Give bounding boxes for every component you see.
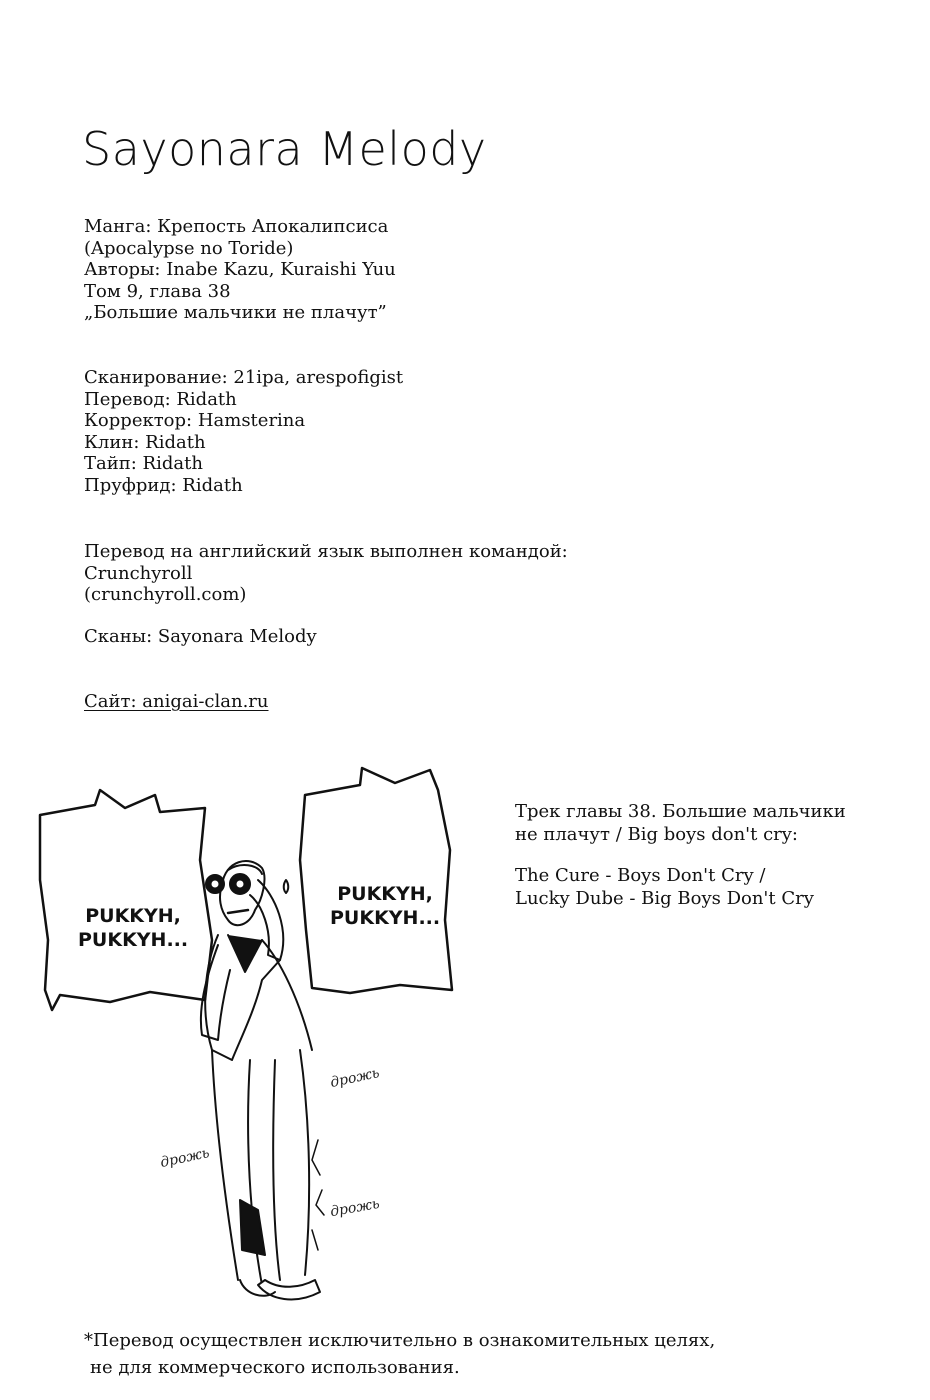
right-bubble-line-1: PUKKYH, (337, 883, 433, 905)
credit-type: Тайп: Ridath (84, 453, 203, 474)
right-bubble-text (330, 882, 440, 930)
site-link[interactable]: Сайт: anigai-clan.ru (84, 691, 269, 712)
page-title: Sayonara Melody (82, 122, 487, 176)
sfx-tremble-1: дрожь (328, 1064, 381, 1092)
credit-proofread: Пруфрид: Ridath (84, 474, 243, 496)
sfx-tremble-2: дрожь (158, 1144, 211, 1172)
scans-line: Сканы: Sayonara Melody (84, 626, 317, 647)
manga-authors-line: Авторы: Inabe Kazu, Kuraishi Yuu (84, 259, 396, 280)
credit-scan: Сканирование: 21ipa, arespofigist (84, 367, 404, 388)
right-bubble-line-2: PUKKYH... (330, 907, 441, 929)
left-bubble-line-1: PUKKYH, (85, 905, 181, 927)
track-song-2: Lucky Dube - Big Boys Don't Cry (515, 888, 814, 909)
track-line-1: Трек главы 38. Большие мальчики (515, 801, 846, 822)
disclaimer-line-1: *Перевод осуществлен исключительно в ознакомительных целях, (84, 1330, 716, 1351)
manga-chapter-title-line: „Большие мальчики не плачут” (84, 302, 387, 323)
credit-clean: Клин: Ridath (84, 431, 206, 453)
left-bubble-text (78, 904, 188, 952)
sfx-tremble-3: дрожь (328, 1195, 381, 1221)
track-song-1: The Cure - Boys Don't Cry / (515, 865, 766, 886)
right-speech-bubble (300, 768, 452, 993)
manga-volume-line: Том 9, глава 38 (84, 280, 231, 302)
manga-original-title-line: (Apocalypse no Toride) (84, 237, 294, 259)
disclaimer-line-2: не для коммерческого использования. (90, 1357, 460, 1378)
track-line-2: не плачут / Big boys don't cry: (515, 824, 798, 845)
english-translation-team: Crunchyroll (84, 562, 193, 584)
disclaimer (84, 1327, 715, 1381)
manga-title-line: Манга: Крепость Апокалипсиса (84, 216, 389, 237)
english-translation-label: Перевод на английский язык выполнен командой: (84, 541, 568, 562)
credit-correction: Корректор: Hamsterina (84, 410, 306, 431)
left-speech-bubble (40, 790, 212, 1010)
english-translation-url: (crunchyroll.com) (84, 584, 247, 605)
left-bubble-line-2: PUKKYH... (78, 929, 189, 951)
credit-translation: Перевод: Ridath (84, 388, 237, 410)
